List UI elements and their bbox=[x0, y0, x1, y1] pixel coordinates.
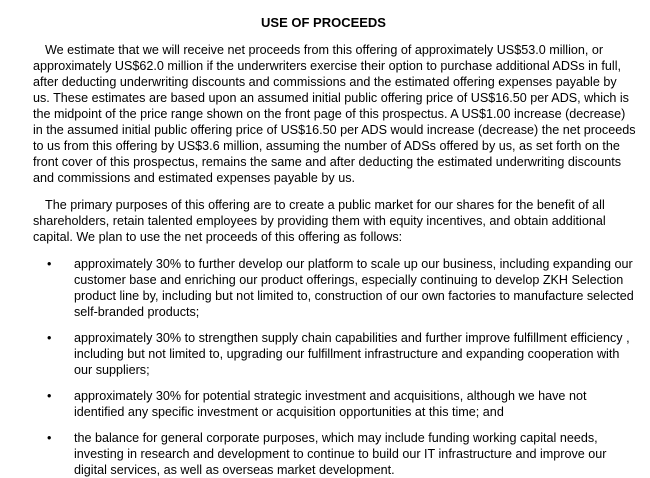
list-item bbox=[33, 330, 636, 378]
list-item-text: approximately 30% to strengthen supply chain capabilities and further improve fulfillment efficiency , including but not limited to, upgrading our fulfillment infrastructure and expanding cooperation with our suppliers; bbox=[74, 331, 630, 377]
list-item-text: approximately 30% for potential strategic investment and acquisitions, although we have not identified any specific investment or acquisition opportunities at this time; and bbox=[74, 389, 587, 419]
list-item bbox=[33, 388, 636, 420]
section-heading: USE OF PROCEEDS bbox=[261, 15, 386, 30]
list-item bbox=[33, 430, 636, 478]
bullet-icon: • bbox=[47, 431, 52, 445]
bullet-icon: • bbox=[47, 389, 52, 403]
bullet-icon: • bbox=[47, 331, 52, 345]
bullet-icon: • bbox=[47, 257, 52, 271]
paragraph-primary-purposes: The primary purposes of this offering are to create a public market for our shares for the benefit of all shareholders, retain talented employees by providing them with equity incentives, and obtain additional capital. We plan to use the net proceeds of this offering as follows: bbox=[33, 198, 606, 244]
paragraph-net-proceeds: We estimate that we will receive net proceeds from this offering of approximately US$53.0 million, or approximately US$62.0 million if the underwriters exercise their option to purchase additional ADSs in full, after deducting underwriting discounts and commissions and the estimated offering expenses payable by us. These estimates are based upon an assumed initial public offering price of US$16.50 per ADS, which is the midpoint of the price range shown on the front page of this prospectus. A US$1.00 increase (decrease) in the assumed initial public offering price of US$16.50 per ADS would increase (decrease) the net proceeds to us from this offering by US$3.6 million, assuming the number of ADSs offered by us, as set forth on the front cover of this prospectus, remains the same and after deducting the estimated underwriting discounts and commissions and estimated expenses payable by us. bbox=[33, 43, 636, 185]
list-item-text: the balance for general corporate purposes, which may include funding working capital needs, investing in research and development to continue to build our IT infrastructure and improve our digital services, as well as overseas market development. bbox=[74, 431, 607, 477]
list-item bbox=[33, 256, 636, 320]
use-of-proceeds-list bbox=[33, 256, 636, 478]
list-item-text: approximately 30% to further develop our platform to scale up our business, including expanding our customer base and enriching our product offerings, especially continuing to develop ZKH Selection product line by, including but not limited to, construction of our own factories to manufacture selected self-branded products; bbox=[74, 257, 634, 319]
